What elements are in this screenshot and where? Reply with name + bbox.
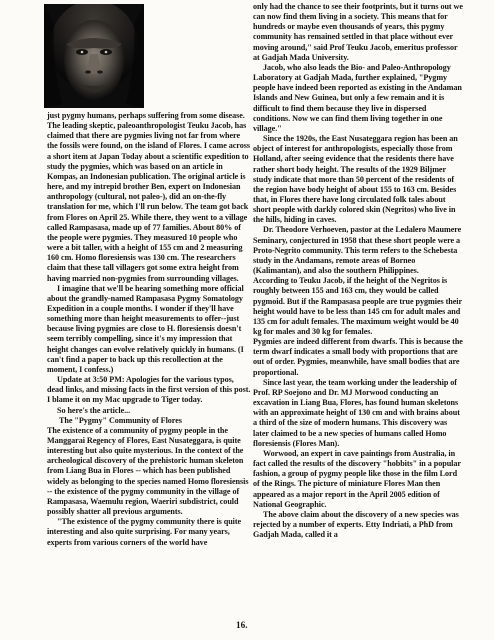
right-paragraph-5: According to Teuku Jacob, if the height of the Negritos is roughly between 155 and 163 cm, they would be called pygmoid. But if the Rampasasa people are true pygmies their height would have to be less than 145 cm for adult males and 135 cm for adult females. The maximum weight would be 40 kg for males and 30 kg for females. [253, 276, 462, 336]
left-paragraph-2: I imagine that we'll be hearing something more official about the grandly-named Rampasasa Pygmy Somatology Expedition in a couple months. I wonder if they'll have something more than height measurements to offer--just because living pygmies are close to H. floresiensis doesn't seem terribly compelling, since it's my impression that height changes can evolve relatively quickly in humans. (I can't find a paper to back up this recollection at the moment, I confess.) [47, 283, 244, 374]
left-paragraph-3: Update at 3:50 PM: Apologies for the various typos, dead links, and missing facts in the first version of this post. I blame it on my Mac upgrade to Tiger today. [47, 375, 251, 405]
right-text-column [253, 2, 463, 540]
right-paragraph-9: The above claim about the discovery of a new species was rejected by a number of experts. Etty Indriati, a PhD from Gadjah Mada, called it a [253, 509, 459, 540]
right-paragraph-6: Pygmies are indeed different from dwarfs. This is because the term dwarf indicates a small body with proportions that are out of order. Pygmies, meanwhile, have small bodies that are proportional. [253, 337, 463, 377]
right-paragraph-7: Since last year, the team working under the leadership of Prof. RP Soejono and Dr. MJ Morwood conducting an excavation in Liang Bua, Flores, has found human skeletons with an approximate height of 130 cm and with brains about a third of the size of modern humans. This discovery was later claimed to be a new species of humans called Homo floresiensis (Flores Man). [253, 377, 460, 448]
right-paragraph-4: Dr. Theodore Verhoeven, pastor at the Ledalero Maumere Seminary, conjectured in 1958 that these short people were a Proto-Negrito community. This term refers to the Schebesta study in the Andamans, remote areas of Borneo (Kalimantan), and also the southern Philippines. [253, 225, 462, 276]
right-paragraph-1: only had the chance to see their footprints, but it turns out we can now find them living in a society. This means that for hundreds or maybe even thousands of years, this pygmy community has remained settled in that place without ever moving around," said Prof Teuku Jacob, emeritus professor at Gadjah Mada University. [253, 2, 463, 62]
right-paragraph-3: Since the 1920s, the East Nusateggara region has been an object of interest for anthropologists, especially those from Holland, after seeing evidence that the residents there have rather short body height. The results of the 1929 Biljmer study indicate that more than 50 percent of the residents of the region have body height of about 155 to 163 cm. Besides that, in Flores there have long circulated folk tales about short people with darkly colored skin (Negritos) who live in the hills, hiding in caves. [253, 134, 458, 225]
page-number: 16. [236, 620, 248, 630]
left-paragraph-7: "The existence of the pygmy community there is quite interesting and also quite surprising. For many years, experts from various corners of the world have [47, 517, 242, 547]
hominid-face-photo [44, 4, 144, 108]
right-paragraph-2: Jacob, who also leads the Bio- and Paleo-Anthropology Laboratory at Gadjah Mada, further explained, "Pygmy people have indeed been reported as existing in the Andaman Islands and New Guinea, but only a few remain and it is difficult to find them because they live in dispersed conditions. Now we can find them living together in one village." [253, 62, 462, 133]
right-paragraph-8: Worwood, an expert in cave paintings from Australia, in fact called the results of the discovery "hobbits" in a popular fashion, a group of pygmy people like those in the film Lord of the Rings. The picture of miniature Flores Man then appeared as a major report in the April 2005 edition of National Geographic. [253, 448, 461, 509]
article-heading: The "Pygmy" Community of Flores [59, 415, 182, 425]
left-paragraph-1: just pygmy humans, perhaps suffering from some disease. The leading skeptic, paleoanthropologist Teuku Jacob, has claimed that there are pygmies living not far from where the fossils were found, on the island of Flores. I came across a short item at Japan Today about a scientific expedition to study the pygmies, which was based on an article in Kompas, an Indonesian publication. The original article is here, and my intrepid brother Ben, expert on Indonesian anthropology (cultural, not paleo-), did an on-the-fly translation for me, which I'll run below. The team got back from Flores on April 25. While there, they went to a village called Rampasasa, made up of 77 families. About 80% of the people were pygmies. They measured 10 people who were a bit taller, with a height of 155 cm and 2 measuring 160 cm. Homo floresiensis was 130 cm. The researchers claim that these tall villagers got some extra height from having married non-pygmies from surrounding villages. [47, 111, 250, 283]
left-paragraph-4: So here's the article... [57, 405, 131, 415]
left-paragraph-6: The existence of a community of pygmy people in the Manggarai Regency of Flores, East Nusateggara, is quite interesting but also quite mysterious. In the context of the archeological discovery of the prehistoric human skeleton from Liang Bua in Flores -- which has been published widely as belonging to the species named Homo floresiensis -- the existence of the pygmy community in the village of Rampasasa, Waemulu region, Waeriri subdistrict, could possibly shatter all previous arguments. [47, 425, 249, 517]
left-text-column [47, 111, 252, 548]
hominid-face-illustration [44, 4, 144, 108]
